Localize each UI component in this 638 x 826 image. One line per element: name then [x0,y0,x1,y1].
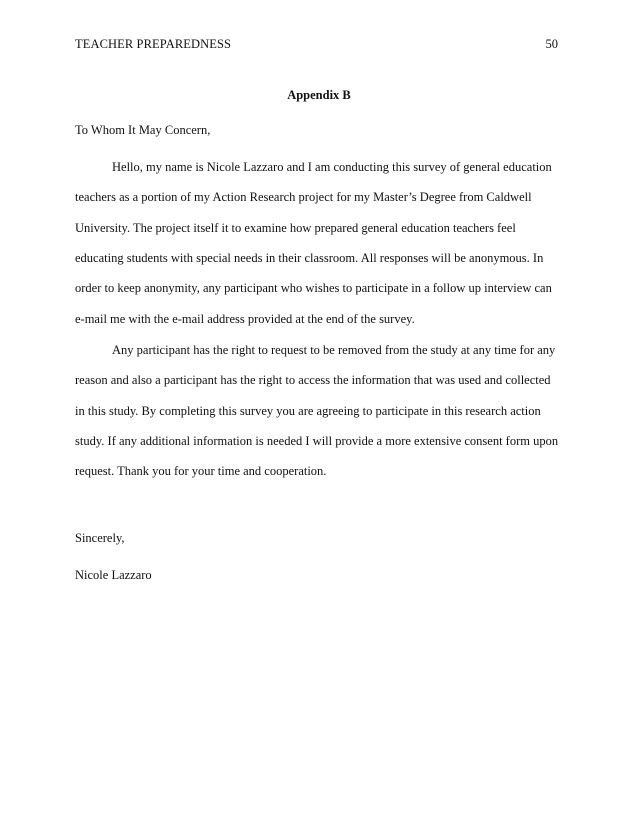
paragraph-line: e-mail me with the e-mail address provided at the end of the survey. [75,312,415,326]
paragraph-line: study. If any additional information is needed I will provide a more extensive consent form upon [75,434,559,448]
salutation: To Whom It May Concern, [75,123,211,137]
closing: Sincerely, [75,531,125,545]
paragraph-line: Hello, my name is Nicole Lazzaro and I am conducting this survey of general education [112,160,552,174]
signature-name: Nicole Lazzaro [75,568,152,582]
paragraph-line: order to keep anonymity, any participant who wishes to participate in a follow up interview can [75,281,552,295]
paragraph-line: educating students with special needs in their classroom. All responses will be anonymous. In [75,251,544,265]
paragraph-line: in this study. By completing this survey you are agreeing to participate in this research action [75,404,541,418]
paragraph-line: Any participant has the right to request to be removed from the study at any time for any [112,343,556,357]
appendix-title: Appendix B [287,88,351,102]
paragraph-line: reason and also a participant has the right to access the information that was used and collected [75,373,551,387]
running-head: TEACHER PREPAREDNESS [75,37,232,51]
paragraph-line: teachers as a portion of my Action Research project for my Master’s Degree from Caldwell [75,190,532,204]
page-number: 50 [545,37,558,51]
paragraph-line: University. The project itself it to examine how prepared general education teachers feel [75,221,516,235]
paragraph-line: request. Thank you for your time and cooperation. [75,464,327,478]
